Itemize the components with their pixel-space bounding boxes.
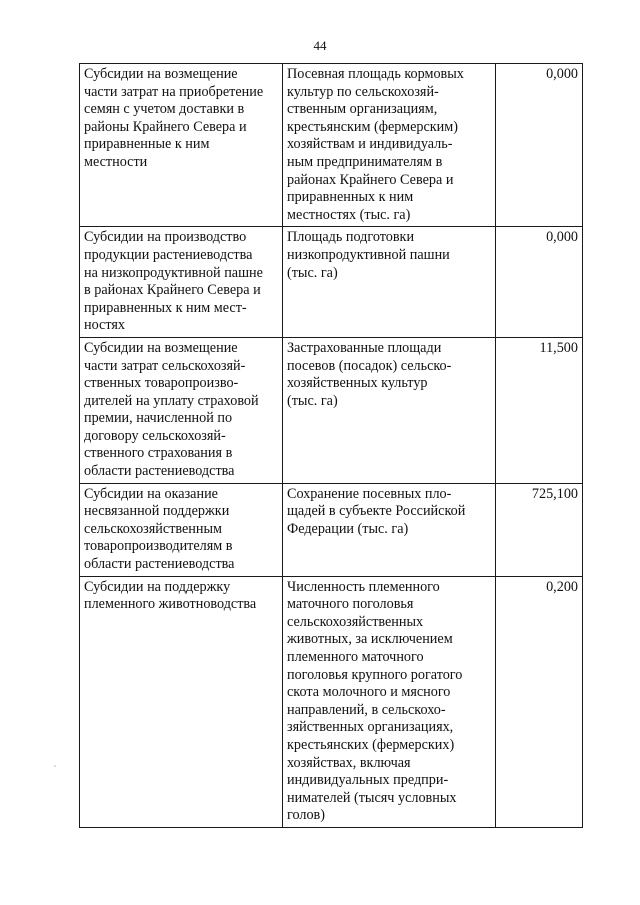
indicator-cell: [283, 64, 496, 227]
table-row: [80, 337, 583, 483]
indicator-text: Численность племенного маточного поголовья сельскохозяйственных животных, за исключением племенного маточного поголовья крупного рогатого скота молочного и мясного направлений, в сельскохо- зяйственных организациях, крестьянских (фермерских) хозяйствах, включая индивидуальных предпри- нимателей (тысяч условных голов): [287, 578, 463, 824]
subsidy-name-cell: [80, 64, 283, 227]
subsidy-name-cell: [80, 483, 283, 576]
subsidy-name: Субсидии на возмещение части затрат сельскохозяй- ственных товаропроизво- дителей на уплату страховой премии, начисленной по договору сельскохозяй- ственного страхования в области растениеводства: [84, 339, 259, 480]
indicator-text: Сохранение посевных пло- щадей в субъекте Российской Федерации (тыс. га): [287, 485, 466, 537]
subsidy-name: Субсидии на производство продукции растениеводства на низкопродуктивной пашне в районах Крайнего Севера и приравненных к ним мест- ностях: [84, 229, 263, 334]
indicator-text: Площадь подготовки низкопродуктивной пашни (тыс. га): [287, 229, 450, 281]
value-cell: [496, 64, 583, 227]
subsidy-name: Субсидии на поддержку племенного животноводства: [84, 578, 257, 613]
indicator-cell: [283, 337, 496, 483]
subsidy-name-cell: [80, 337, 283, 483]
indicator-value: 725,100: [531, 485, 578, 502]
indicator-cell: [283, 227, 496, 338]
table-row: [80, 576, 583, 827]
value-cell: [496, 337, 583, 483]
subsidy-indicators-table: [79, 63, 583, 828]
indicator-value: 0,000: [546, 229, 578, 246]
table-row: [80, 227, 583, 338]
table-row: [80, 64, 583, 227]
scan-speck: [54, 765, 56, 767]
subsidy-name: Субсидии на возмещение части затрат на приобретение семян с учетом доставки в районы Крайнего Севера и приравненные к ним местности: [84, 66, 264, 170]
table-row: [80, 483, 583, 576]
indicator-value: 0,200: [546, 578, 578, 595]
value-cell: [496, 576, 583, 827]
value-cell: [496, 483, 583, 576]
indicator-text: Застрахованные площади посевов (посадок) сельско- хозяйственных культур (тыс. га): [287, 339, 452, 409]
subsidy-name-cell: [80, 576, 283, 827]
subsidy-name-cell: [80, 227, 283, 338]
indicator-value: 11,500: [539, 339, 578, 356]
indicator-cell: [283, 483, 496, 576]
subsidy-name: Субсидии на оказание несвязанной поддержки сельскохозяйственным товаропроизводителям в области растениеводства: [84, 485, 235, 573]
indicator-cell: [283, 576, 496, 827]
value-cell: [496, 227, 583, 338]
page-number: 44: [313, 38, 327, 53]
indicator-value: 0,000: [546, 66, 578, 82]
indicator-text: Посевная площадь кормовых культур по сельскохозяй- ственным организациям, крестьянским (фермерским) хозяйствам и индивидуаль- ным предпринимателям в районах Крайнего Севера и приравненных к ним местностях (тыс. га): [287, 66, 464, 223]
